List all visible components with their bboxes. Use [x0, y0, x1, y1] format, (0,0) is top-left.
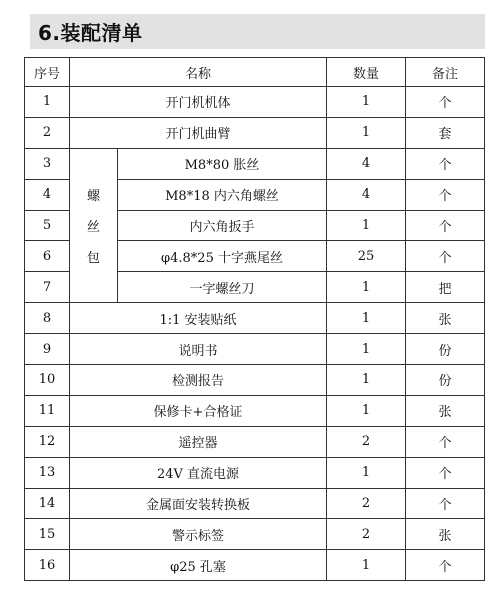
- row-name: M8*18 内六角螺丝: [118, 179, 327, 210]
- table-row: [25, 519, 485, 550]
- table-row: [25, 395, 485, 426]
- row-unit: 个: [406, 179, 485, 210]
- row-unit: 个: [406, 457, 485, 488]
- row-qty: 1: [327, 303, 406, 334]
- row-name: 警示标签: [70, 519, 327, 550]
- row-unit: 张: [406, 303, 485, 334]
- row-name: 说明书: [70, 334, 327, 365]
- table-row: [25, 457, 485, 488]
- header-no: 序号: [25, 58, 70, 87]
- table-row: [25, 87, 485, 118]
- screw-pack-char: 包: [86, 251, 100, 266]
- row-qty: 1: [327, 334, 406, 365]
- table-row: [25, 488, 485, 519]
- row-no: 3: [25, 148, 70, 179]
- row-name: 保修卡+合格证: [70, 395, 327, 426]
- table-row: [25, 334, 485, 365]
- row-qty: 1: [327, 210, 406, 241]
- row-no: 11: [25, 395, 70, 426]
- packing-list-table: [24, 57, 485, 581]
- row-name: 一字螺丝刀: [118, 272, 327, 303]
- table-body: [25, 87, 485, 581]
- row-unit: 套: [406, 117, 485, 148]
- row-unit: 个: [406, 148, 485, 179]
- row-no: 10: [25, 365, 70, 396]
- row-no: 16: [25, 550, 70, 581]
- row-unit: 个: [406, 87, 485, 118]
- screw-pack-label: [70, 148, 118, 302]
- row-unit: 张: [406, 519, 485, 550]
- row-qty: 1: [327, 457, 406, 488]
- row-qty: 4: [327, 179, 406, 210]
- row-no: 4: [25, 179, 70, 210]
- row-name: 24V 直流电源: [70, 457, 327, 488]
- table-header-row: [25, 58, 485, 87]
- row-qty: 1: [327, 395, 406, 426]
- row-unit: 把: [406, 272, 485, 303]
- row-name: 金属面安装转换板: [70, 488, 327, 519]
- row-no: 9: [25, 334, 70, 365]
- row-qty: 1: [327, 87, 406, 118]
- row-no: 1: [25, 87, 70, 118]
- row-qty: 2: [327, 519, 406, 550]
- row-no: 8: [25, 303, 70, 334]
- row-unit: 个: [406, 550, 485, 581]
- table-row: [25, 426, 485, 457]
- row-no: 12: [25, 426, 70, 457]
- row-qty: 2: [327, 426, 406, 457]
- row-unit: 张: [406, 395, 485, 426]
- row-unit: 个: [406, 210, 485, 241]
- row-name: φ25 孔塞: [70, 550, 327, 581]
- row-unit: 个: [406, 426, 485, 457]
- row-qty: 1: [327, 117, 406, 148]
- row-name: φ4.8*25 十字燕尾丝: [118, 241, 327, 272]
- row-unit: 个: [406, 488, 485, 519]
- header-name: 名称: [70, 58, 327, 87]
- row-name: 遥控器: [70, 426, 327, 457]
- row-name: 开门机曲臂: [70, 117, 327, 148]
- row-qty: 1: [327, 365, 406, 396]
- row-name: 内六角扳手: [118, 210, 327, 241]
- row-qty: 4: [327, 148, 406, 179]
- row-no: 15: [25, 519, 70, 550]
- row-no: 2: [25, 117, 70, 148]
- row-qty: 2: [327, 488, 406, 519]
- row-no: 14: [25, 488, 70, 519]
- row-unit: 个: [406, 241, 485, 272]
- section-header: [30, 14, 485, 49]
- table-row: [25, 365, 485, 396]
- row-name: 开门机机体: [70, 87, 327, 118]
- table-row: [25, 303, 485, 334]
- row-no: 13: [25, 457, 70, 488]
- screw-pack-char: 丝: [86, 220, 100, 235]
- row-qty: 1: [327, 272, 406, 303]
- section-title: 6.装配清单: [38, 21, 143, 45]
- row-qty: 1: [327, 550, 406, 581]
- row-name: 检测报告: [70, 365, 327, 396]
- row-no: 7: [25, 272, 70, 303]
- table-row: [25, 117, 485, 148]
- row-name: M8*80 胀丝: [118, 148, 327, 179]
- row-no: 5: [25, 210, 70, 241]
- row-qty: 25: [327, 241, 406, 272]
- header-qty: 数量: [327, 58, 406, 87]
- table-row: [25, 550, 485, 581]
- row-no: 6: [25, 241, 70, 272]
- table-row: [25, 148, 485, 179]
- row-name: 1:1 安装贴纸: [70, 303, 327, 334]
- screw-pack-char: 螺: [86, 189, 100, 204]
- row-unit: 份: [406, 365, 485, 396]
- header-note: 备注: [406, 58, 485, 87]
- row-unit: 份: [406, 334, 485, 365]
